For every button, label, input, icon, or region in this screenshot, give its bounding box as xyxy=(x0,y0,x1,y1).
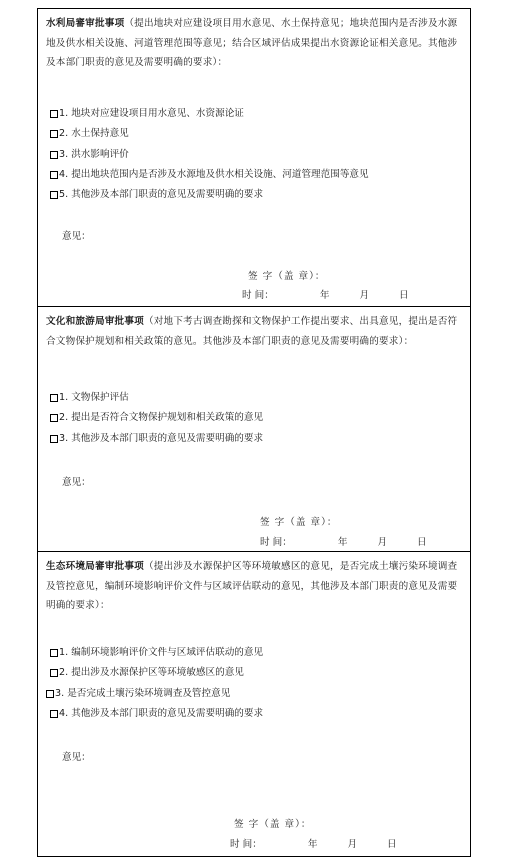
checkbox-icon[interactable] xyxy=(50,110,58,118)
year-label: 年 xyxy=(307,839,318,850)
checkbox-item[interactable]: 3. 其他涉及本部门职责的意见及需要明确的要求 xyxy=(50,429,263,449)
dept-name: 文化和旅游局 xyxy=(46,316,105,327)
checkbox-item[interactable]: 3. 是否完成土壤污染环境调查及管控意见 xyxy=(46,684,263,704)
checkbox-list xyxy=(50,643,263,724)
checkbox-icon[interactable] xyxy=(50,669,58,677)
checkbox-icon[interactable] xyxy=(50,710,58,718)
date-label: 时 间： xyxy=(230,839,262,850)
date-line xyxy=(242,287,409,301)
checkbox-item[interactable]: 1. 文物保护评估 xyxy=(50,388,263,408)
signature-label: 签 字（盖 章）： xyxy=(248,271,326,282)
checkbox-item[interactable]: 3. 洪水影响评价 xyxy=(50,145,369,165)
intro-text: （提出涉及水源保护区等环境敏感区的意见，是否完成土壤污染环境调查及管控意见，编制环境影响评价文件与区域评估联动的意见，其他涉及本部门职责的意见及需要明确的要求）： xyxy=(46,561,458,611)
signature-label: 签 字（盖 章）： xyxy=(234,819,312,830)
day-label: 日 xyxy=(387,839,397,850)
opinion-label: 意见： xyxy=(62,231,91,242)
checkbox-item[interactable]: 2. 水土保持意见 xyxy=(50,124,369,144)
section-intro xyxy=(46,312,464,351)
year-label: 年 xyxy=(319,290,330,301)
dept-name: 水利局 xyxy=(46,18,76,29)
checkbox-icon[interactable] xyxy=(50,151,58,159)
item-label: 審审批事项 xyxy=(75,18,125,29)
checkbox-icon[interactable] xyxy=(50,130,58,138)
water-bureau-section xyxy=(38,9,470,307)
date-label: 时 间： xyxy=(260,537,292,548)
checkbox-icon[interactable] xyxy=(50,191,58,199)
date-line xyxy=(230,836,397,850)
signature-label: 签 字（盖 章）： xyxy=(260,517,338,528)
section-intro xyxy=(46,557,464,616)
checkbox-icon[interactable] xyxy=(50,649,58,657)
opinion-label: 意见： xyxy=(62,477,91,488)
checkbox-item[interactable]: 1. 编制环境影响评价文件与区域评估联动的意见 xyxy=(50,643,263,663)
year-label: 年 xyxy=(337,537,348,548)
approval-form xyxy=(37,8,471,857)
month-label: 月 xyxy=(359,290,370,301)
date-label: 时 间： xyxy=(242,290,274,301)
item-label: 審审批事项 xyxy=(94,561,144,572)
checkbox-icon[interactable] xyxy=(50,171,58,179)
checkbox-item[interactable]: 2. 提出是否符合文物保护规划和相关政策的意见 xyxy=(50,408,263,428)
checkbox-item[interactable]: 1. 地块对应建设项目用水意见、水资源论证 xyxy=(50,104,369,124)
month-label: 月 xyxy=(377,537,388,548)
checkbox-item[interactable]: 2. 提出涉及水源保护区等环境敏感区的意见 xyxy=(50,663,263,683)
checkbox-item[interactable]: 4. 其他涉及本部门职责的意见及需要明确的要求 xyxy=(50,704,263,724)
checkbox-item[interactable]: 4. 提出地块范围内是否涉及水源地及供水相关设施、河道管理范围等意见 xyxy=(50,165,369,185)
day-label: 日 xyxy=(399,290,409,301)
section-intro xyxy=(46,14,464,73)
checkbox-icon[interactable] xyxy=(50,394,58,402)
date-line xyxy=(260,534,427,548)
day-label: 日 xyxy=(417,537,427,548)
checkbox-list xyxy=(50,388,263,449)
item-label: 审批事项 xyxy=(104,316,144,327)
checkbox-item[interactable]: 5. 其他涉及本部门职责的意见及需要明确的要求 xyxy=(50,185,369,205)
opinion-label: 意见： xyxy=(62,752,91,763)
intro-text: （对地下考古调查勘探和文物保护工作提出要求、出具意见，提出是否符合文物保护规划和相关政策的意见。其他涉及本部门职责的意见及需要明确的要求）： xyxy=(46,316,458,347)
checkbox-icon[interactable] xyxy=(50,435,58,443)
culture-tourism-section xyxy=(38,307,470,552)
month-label: 月 xyxy=(347,839,358,850)
checkbox-icon[interactable] xyxy=(50,414,58,422)
dept-name: 生态环境局 xyxy=(46,561,95,572)
intro-text: （提出地块对应建设项目用水意见、水土保持意见；地块范围内是否涉及水源地及供水相关设施、河道管理范围等意见；结合区域评估成果提出水资源论证相关意见。其他涉及本部门职责的意见及需要明确的要求）： xyxy=(46,18,458,68)
checkbox-icon[interactable] xyxy=(46,690,54,698)
checkbox-list xyxy=(50,104,369,205)
eco-environment-section xyxy=(38,552,470,856)
